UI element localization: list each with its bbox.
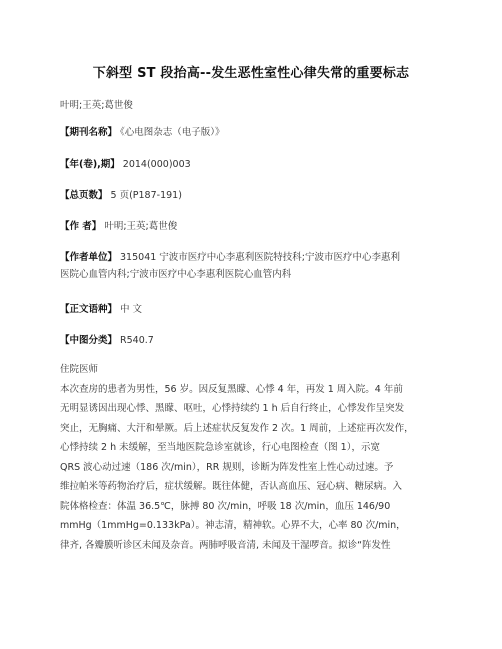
field-label: 【中图分类】 <box>60 335 118 346</box>
field-value: 《心电图杂志（电子版）》 <box>120 127 225 138</box>
field-year-issue <box>60 156 452 173</box>
body-line: QRS 波心动过速（186 次/min），RR 规则，诊断为阵发性室上性心动过速。予 <box>60 461 394 473</box>
body-line: 本次查房的患者为男性，56 岁。因反复黑矇、心悸 4 年，再发 1 周入院。4 年前 <box>60 383 403 395</box>
field-authors <box>60 218 452 235</box>
field-label: 【总页数】 <box>60 190 108 201</box>
body-line: mmHg（1mmHg=0.133kPa）。神志清，精神软。心界不大，心率 80 次/min， <box>60 520 406 531</box>
field-value-line1: 315041 宁波市医疗中心李惠利医院特技科;宁波市医疗中心李惠利 <box>120 252 401 263</box>
field-affiliation <box>60 249 452 283</box>
body-line: 无明显诱因出现心悸、黑矇、呕吐，心悸持续约 1 h 后自行终止，心悸发作呈突发 <box>60 403 405 414</box>
body-line: 突止，无胸痛、大汗和晕厥。后上述症状反复发作 2 次。1 周前，上述症再次发作， <box>60 422 414 434</box>
field-language <box>60 301 452 318</box>
field-label: 【正文语种】 <box>60 304 118 315</box>
body-text <box>60 360 452 555</box>
field-label: 【期刊名称】 <box>60 127 118 138</box>
field-value: 2014(000)003 <box>122 159 191 170</box>
field-clc <box>60 332 452 349</box>
body-line: 心悸持续 2 h 未缓解，至当地医院急诊室就诊，行心电图检查（图 1），示宽 <box>60 442 380 453</box>
document-title: 下斜型 ST 段抬高--发生恶性室性心律失常的重要标志 <box>92 66 410 81</box>
field-label: 【作者单位】 <box>60 252 118 263</box>
field-value: 5 页(P187-191) <box>110 190 182 201</box>
field-value: 中 文 <box>120 304 143 315</box>
body-line: 律齐, 各瓣膜听诊区未闻及杂音。两肺呼吸音清, 未闻及干湿啰音。拟诊“阵发性 <box>60 539 391 551</box>
field-value: 叶明;王英;葛世俊 <box>104 221 178 232</box>
field-label: 【年(卷),期】 <box>60 159 120 170</box>
field-value: R540.7 <box>120 335 154 346</box>
body-line: 院体格检查：体温 36.5℃，脉搏 80 次/min，呼吸 18 次/min，血压 146/90 <box>60 500 391 512</box>
authors-line: 叶明;王英;葛世俊 <box>60 100 133 111</box>
field-value-line2: 医院心血管内科;宁波市医疗中心李惠利医院心血管内科 <box>60 269 292 280</box>
field-journal <box>60 124 452 141</box>
field-label: 【作 者】 <box>60 221 102 232</box>
body-line: 住院医师 <box>60 364 99 375</box>
field-pages <box>60 187 452 204</box>
body-line: 维拉帕米等药物治疗后，症状缓解。既往体健，否认高血压、冠心病、糖尿病。入 <box>60 481 403 492</box>
